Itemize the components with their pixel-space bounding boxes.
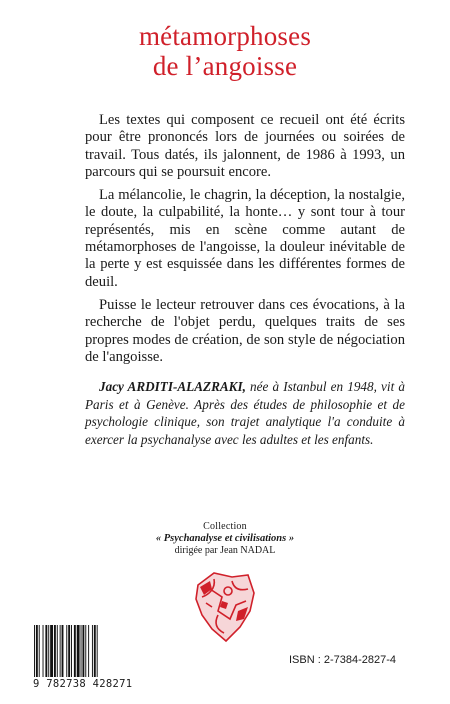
collection-series: « Psychanalyse et civilisations »: [155, 533, 295, 544]
book-title-line-2: de l’angoisse: [152, 51, 298, 81]
blurb-paragraph-1: Les textes qui composent ce recueil ont été écrits pour être prononcés lors de journées ou soirées de travail. Tous datés, ils jalonnent, de 1986 à 1993, un parcours qui se poursuit encore.: [85, 112, 405, 180]
author-bio: [85, 378, 405, 448]
collection-label: Collection: [203, 521, 247, 532]
book-title-line-1: métamorphoses: [138, 21, 312, 51]
blurb: [85, 112, 405, 372]
blurb-paragraph-2: La mélancolie, le chagrin, la déception, la nostalgie, le doute, la culpabilité, la honte… y sont tour à tour représentés, mis en scène comme autant de métamorphoses de l'angoisse, la douleur inévitable de la perte y est esquissée dans les différentes formes de deuil.: [85, 187, 405, 290]
collection-info: [0, 521, 450, 557]
publisher-logo-icon: [188, 567, 260, 647]
isbn: ISBN : 2-7384-2827-4: [289, 654, 397, 666]
barcode-icon: [33, 625, 127, 677]
barcode-number: 9 782738 428271: [33, 678, 133, 690]
blurb-paragraph-3: Puisse le lecteur retrouver dans ces évocations, à la recherche de l'objet perdu, quelques traits de ses propres modes de création, de son style de négociation de l'angoisse.: [85, 296, 405, 365]
author-bio-text: née à Istanbul en 1948, vit à Paris et à Genève. Après des études de philosophie et de psychologie clinique, son trajet analytique l'a conduite à exercer la psychanalyse avec les adultes et les enfants.: [85, 379, 405, 447]
author-name: Jacy ARDITI-ALAZRAKI,: [99, 379, 246, 394]
collection-director: dirigée par Jean NADAL: [174, 545, 276, 556]
